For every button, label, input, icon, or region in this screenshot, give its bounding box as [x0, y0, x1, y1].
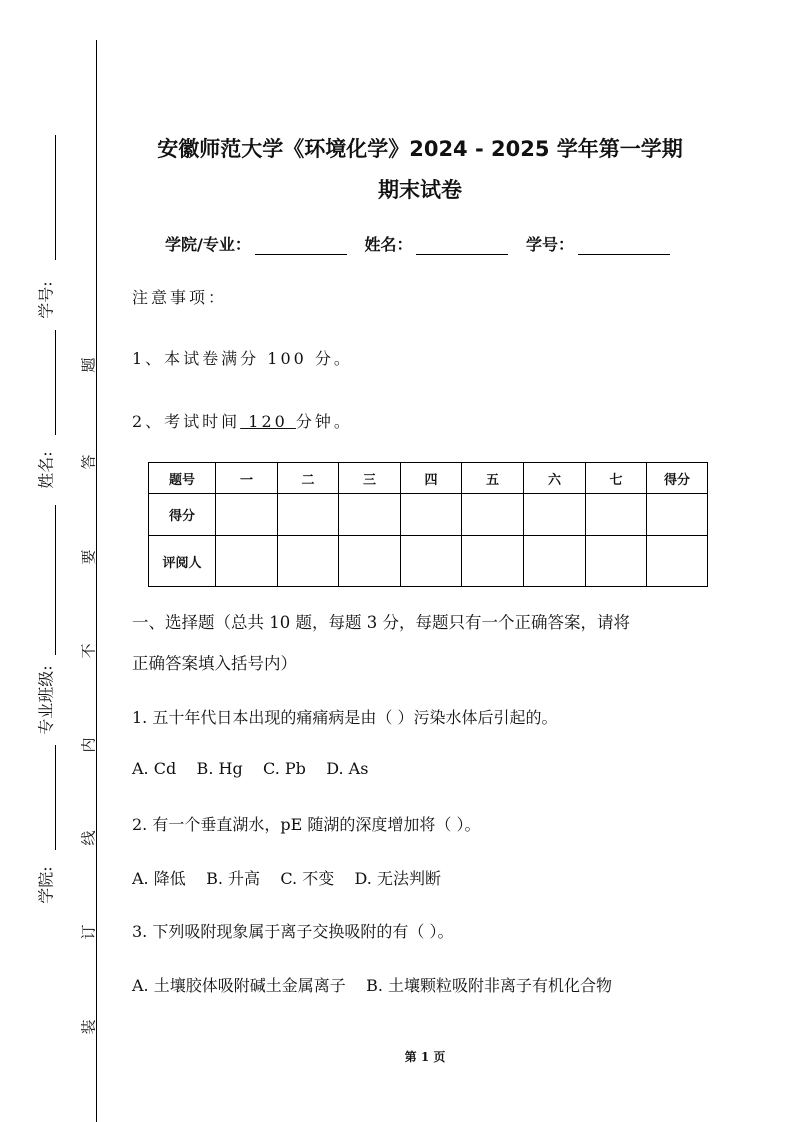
score-cell[interactable]: [216, 494, 278, 536]
id-label: 学号：: [526, 235, 575, 254]
exam-duration: 120: [240, 412, 296, 431]
grader-cell[interactable]: [216, 536, 278, 587]
question-1-options: A. Cd B. Hg C. Pb D. As: [132, 759, 369, 778]
margin-line: [55, 505, 56, 655]
margin-label-name: 姓名:: [36, 451, 56, 489]
row-label: 得分: [149, 494, 216, 536]
grader-cell[interactable]: [524, 536, 586, 587]
college-blank[interactable]: [255, 238, 347, 255]
section-heading-cont: 正确答案填入括号内）: [132, 654, 297, 673]
grader-cell[interactable]: [401, 536, 462, 587]
score-cell[interactable]: [647, 494, 708, 536]
margin-label-id: 学号:: [36, 281, 56, 319]
table-header: 三: [339, 463, 401, 494]
seal-char: 要: [79, 549, 98, 565]
question-2: 2. 有一个垂直湖水，pE 随湖的深度增加将（ ）。: [132, 815, 481, 834]
margin-line: [55, 745, 56, 850]
grader-cell[interactable]: [647, 536, 708, 587]
seal-char: 订: [79, 924, 98, 940]
score-cell[interactable]: [586, 494, 647, 536]
question-3-options: A. 土壤胶体吸附碱土金属离子 B. 土壤颗粒吸附非离子有机化合物: [132, 976, 613, 995]
name-blank[interactable]: [416, 238, 508, 255]
table-header: 题号: [149, 463, 216, 494]
score-cell[interactable]: [278, 494, 339, 536]
grader-cell[interactable]: [278, 536, 339, 587]
page-number: 第 1 页: [404, 1050, 446, 1064]
seal-char: 答: [79, 454, 98, 470]
page-title: 安徽师范大学《环境化学》2024 - 2025 学年第一学期: [157, 137, 683, 161]
name-label: 姓名：: [364, 235, 413, 254]
score-cell[interactable]: [524, 494, 586, 536]
table-header: 五: [462, 463, 524, 494]
section-heading: 一、选择题（总共 10 题，每题 3 分，每题只有一个正确答案，请将: [132, 613, 630, 632]
note-2-suffix: 分钟。: [295, 412, 353, 431]
question-2-options: A. 降低 B. 升高 C. 不变 D. 无法判断: [132, 869, 441, 888]
score-cell[interactable]: [462, 494, 524, 536]
score-cell[interactable]: [401, 494, 462, 536]
seal-char: 线: [79, 830, 98, 846]
margin-label-major: 专业班级:: [36, 665, 56, 735]
table-header: 七: [586, 463, 647, 494]
id-blank[interactable]: [578, 238, 670, 255]
page-subtitle: 期末试卷: [378, 178, 462, 202]
student-info: [165, 232, 682, 255]
table-header: 四: [401, 463, 462, 494]
table-header-row: [149, 463, 708, 494]
table-header: 一: [216, 463, 278, 494]
margin-line: [55, 330, 56, 435]
note-2-prefix: 2、考试时间: [132, 412, 241, 431]
grader-cell[interactable]: [586, 536, 647, 587]
college-label: 学院/专业：: [165, 235, 251, 254]
row-label: 评阅人: [149, 536, 216, 587]
seal-char: 题: [79, 357, 98, 373]
table-header: 二: [278, 463, 339, 494]
note-1: 1、本试卷满分 100 分。: [132, 349, 353, 368]
question-1: 1. 五十年代日本出现的痛痛病是由（ ）污染水体后引起的。: [132, 708, 558, 727]
seal-char: 内: [79, 737, 98, 753]
table-row: [149, 494, 708, 536]
score-table: [148, 462, 708, 587]
table-row: [149, 536, 708, 587]
margin-label-college: 学院:: [36, 866, 56, 904]
notes-heading: 注意事项：: [132, 288, 228, 307]
grader-cell[interactable]: [462, 536, 524, 587]
grader-cell[interactable]: [339, 536, 401, 587]
score-cell[interactable]: [339, 494, 401, 536]
table-header: 得分: [647, 463, 708, 494]
note-2: [132, 409, 353, 432]
seal-char: 装: [79, 1019, 98, 1035]
table-header: 六: [524, 463, 586, 494]
seal-char: 不: [79, 643, 98, 659]
question-3: 3. 下列吸附现象属于离子交换吸附的有（ ）。: [132, 922, 454, 941]
